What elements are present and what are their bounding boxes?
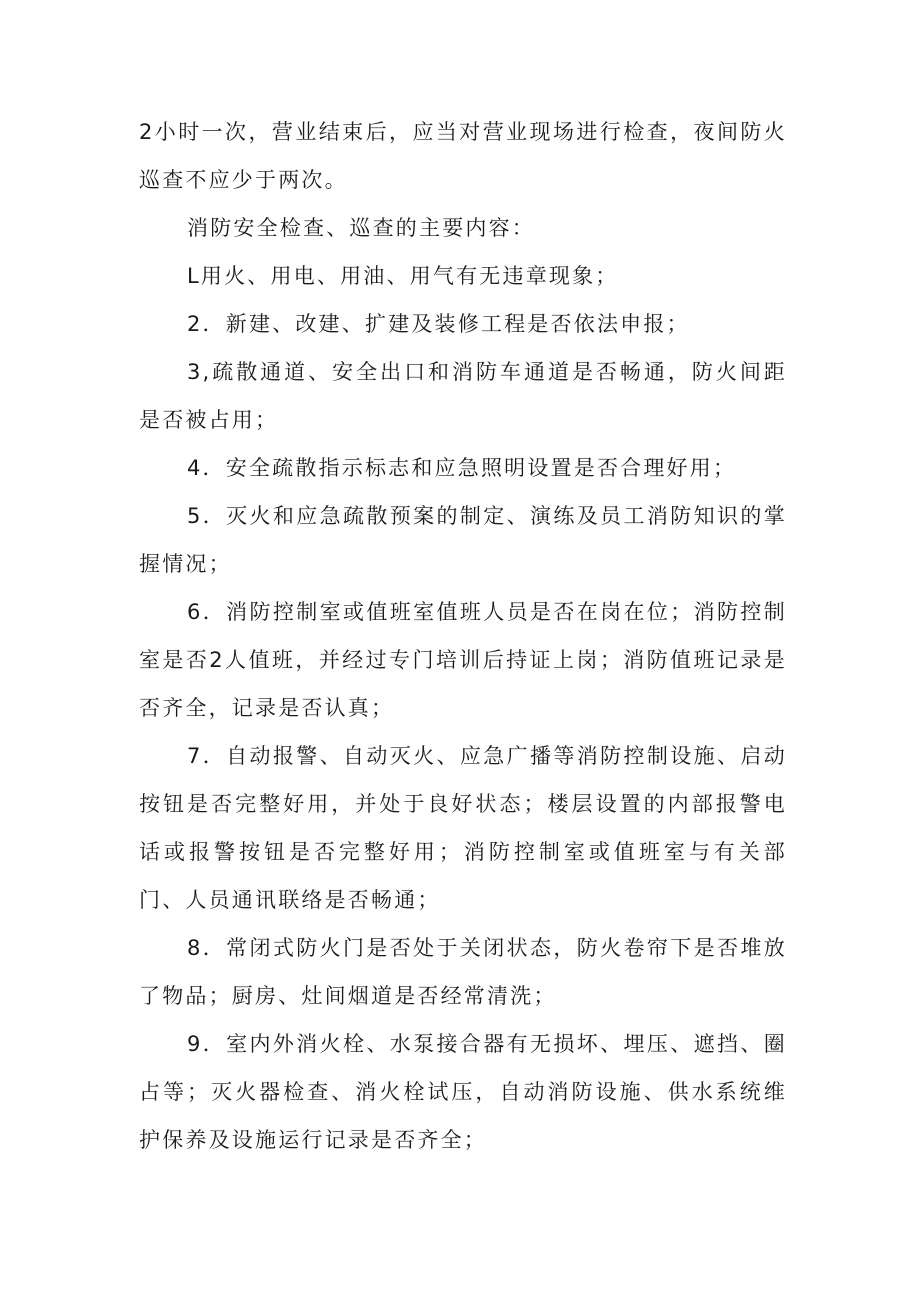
paragraph-item-8: 8．常闭式防火门是否处于关闭状态，防火卷帘下是否堆放了物品；厨房、灶间烟道是否经常清洗； (139, 936, 787, 1008)
paragraph-continuation: 2小时一次，营业结束后，应当对营业现场进行检查，夜间防火巡查不应少于两次。 (139, 120, 787, 192)
paragraph-item-2: 2．新建、改建、扩建及装修工程是否依法申报； (187, 312, 690, 336)
paragraph-item-9: 9．室内外消火栓、水泵接合器有无损坏、埋压、遮挡、圈占等；灭火器检查、消火栓试压，自动消防设施、供水系统维护保养及设施运行记录是否齐全； (139, 1032, 787, 1152)
document-body (139, 108, 787, 1164)
paragraph-item-5: 5．灭火和应急疏散预案的制定、演练及员工消防知识的掌握情况； (139, 504, 787, 576)
paragraph-item-3: 3,疏散通道、安全出口和消防车通道是否畅通，防火间距是否被占用； (139, 360, 787, 432)
paragraph-inspection-heading: 消防安全检查、巡查的主要内容： (187, 216, 535, 240)
paragraph-item-1: L用火、用电、用油、用气有无违章现象； (187, 264, 619, 288)
paragraph-item-7: 7．自动报警、自动灭火、应急广播等消防控制设施、启动按钮是否完整好用，并处于良好状态；楼层设置的内部报警电话或报警按钮是否完整好用；消防控制室或值班室与有关部门、人员通讯联络是否畅通； (139, 744, 787, 912)
paragraph-item-4: 4．安全疏散指示标志和应急照明设置是否合理好用； (187, 456, 737, 480)
paragraph-item-6: 6．消防控制室或值班室值班人员是否在岗在位；消防控制室是否2人值班，并经过专门培训后持证上岗；消防值班记录是否齐全，记录是否认真； (139, 600, 787, 720)
